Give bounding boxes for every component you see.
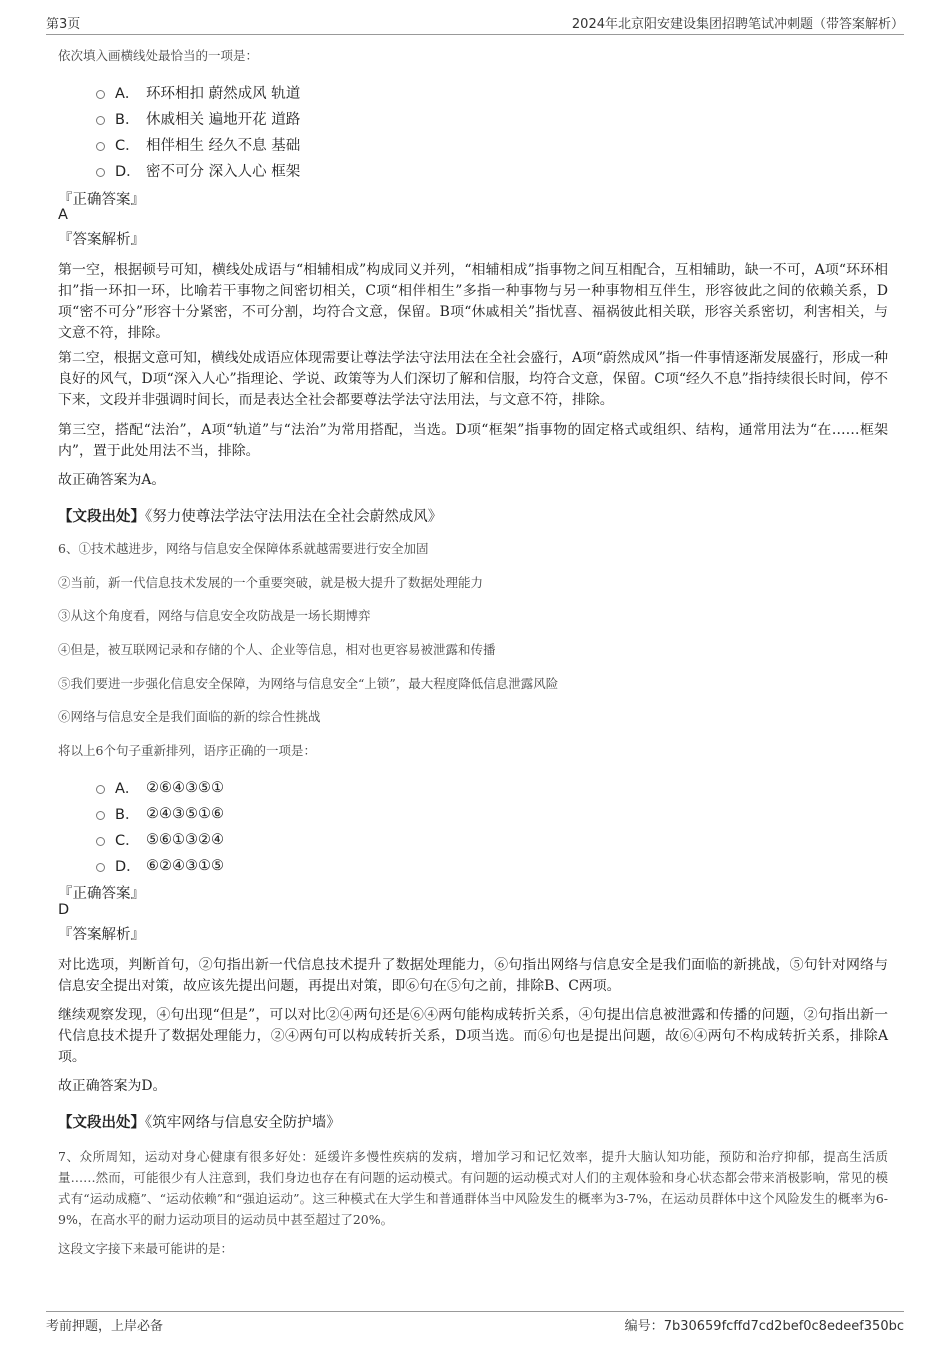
option-text: ②④③⑤①⑥ [146, 805, 224, 822]
q6-sentence: ②当前，新一代信息技术发展的一个重要突破，就是极大提升了数据处理能力 [58, 575, 484, 590]
q5-analysis-label: 『答案解析』 [58, 232, 145, 248]
q6-source [58, 1111, 341, 1132]
option-letter: D． [115, 859, 141, 875]
q5-analysis-conclusion: 故正确答案为A。 [58, 472, 166, 488]
q6-analysis-paragraph: 继续观察发现，④句出现“但是”，可以对比②④两句还是⑥④两句能构成转折关系，④句提出信息被泄露和传播的问题，②句指出新一代信息技术提升了数据处理能力，②④两句可以构成转折关系，D项当选。而⑥句也是提出问题，故⑥④两句不构成转折关系，排除A项。 [58, 1007, 888, 1065]
q6-sentence: ⑤我们要进一步强化信息安全保障，为网络与信息安全“上锁”，最大程度降低信息泄露风险 [58, 676, 559, 691]
option-letter: B． [115, 807, 140, 823]
q6-analysis-paragraph: 对比选项，判断首句，②句指出新一代信息技术提升了数据处理能力，⑥句指出网络与信息安全是我们面临的新挑战，⑤句针对网络与信息安全提出对策，故应该先提出问题，再提出对策，即⑥句在⑤句之前，排除B、C两项。 [58, 957, 888, 994]
q5-analysis-paragraph: 第三空，搭配“法治”，A项“轨道”与“法治”为常用搭配，当选。D项“框架”指事物的固定格式或组织、结构，通常用法为“在……框架内”，置于此处用法不当，排除。 [58, 422, 888, 459]
radio-icon[interactable] [96, 142, 105, 151]
source-label: 【文段出处】 [58, 1114, 145, 1131]
q7-stem: 7、众所周知，运动对身心健康有很多好处：延缓许多慢性疾病的发病，增加学习和记忆效率，提升大脑认知功能，预防和治疗抑郁，提高生活质量……然而，可能很少有人注意到，我们身边也存在有问题的运动模式。有问题的运动模式对人们的主观体验和身心状态都会带来消极影响，常见的模式有“运动成瘾”、“运动依赖”和“强迫运动”。这三种模式在大学生和普通群体当中风险发生的概率为3-7%，在运动员群体中这个风险发生的概率为6-9%，在高水平的耐力运动项目的运动员中甚至超过了20%。 [58, 1149, 888, 1227]
q6-analysis-conclusion: 故正确答案为D。 [58, 1078, 167, 1094]
option-letter: C． [115, 833, 140, 849]
q5-option-d[interactable] [96, 160, 300, 181]
q6-option-c[interactable] [96, 829, 224, 850]
source-label: 【文段出处】 [58, 508, 145, 525]
radio-icon[interactable] [96, 863, 105, 872]
radio-icon[interactable] [96, 785, 105, 794]
source-title: 《努力使尊法学法守法用法在全社会蔚然成风》 [145, 509, 443, 525]
q5-instruction: 依次填入画横线处最恰当的一项是： [58, 48, 259, 63]
footer-code-label: 编号： [624, 1319, 664, 1334]
option-text: 密不可分 深入人心 框架 [146, 164, 301, 180]
q6-sentence: ⑥网络与信息安全是我们面临的新的综合性挑战 [58, 709, 321, 724]
page-number: 第3页 [46, 17, 81, 32]
q6-instruction: 将以上6个句子重新排列，语序正确的一项是： [58, 743, 316, 758]
option-text: 相伴相生 经久不息 基础 [146, 138, 301, 154]
q5-option-a[interactable] [96, 82, 300, 103]
option-text: ⑥②④③①⑤ [146, 857, 224, 874]
radio-icon[interactable] [96, 116, 105, 125]
option-letter: D． [115, 164, 141, 180]
source-title: 《筑牢网络与信息安全防护墙》 [145, 1115, 341, 1131]
q5-source [58, 505, 442, 526]
radio-icon[interactable] [96, 811, 105, 820]
q5-option-b[interactable] [96, 108, 300, 129]
option-letter: B． [115, 112, 140, 128]
page-footer [46, 1311, 904, 1337]
q6-sentence: ④但是，被互联网记录和存储的个人、企业等信息，相对也更容易被泄露和传播 [58, 642, 496, 657]
q5-answer-label: 『正确答案』 [58, 192, 145, 208]
footer-code: 7b30659fcffd7cd2bef0c8edeef350bc [663, 1319, 904, 1334]
option-letter: C． [115, 138, 140, 154]
q5-answer: A [58, 207, 68, 223]
page-header [46, 12, 904, 35]
option-letter: A． [115, 86, 140, 102]
radio-icon[interactable] [96, 90, 105, 99]
q6-option-d[interactable] [96, 855, 224, 876]
option-text: 环环相扣 蔚然成风 轨道 [146, 86, 301, 102]
q7-instruction: 这段文字接下来最可能讲的是： [58, 1241, 234, 1256]
document-title: 2024年北京阳安建设集团招聘笔试冲刺题（带答案解析） [571, 17, 904, 32]
q5-option-c[interactable] [96, 134, 300, 155]
footer-slogan: 考前押题，上岸必备 [46, 1319, 164, 1334]
q6-analysis-label: 『答案解析』 [58, 927, 145, 943]
q6-answer-label: 『正确答案』 [58, 886, 145, 902]
option-text: 休戚相关 遍地开花 道路 [146, 112, 301, 128]
footer-code-wrap [625, 1315, 904, 1337]
q6-answer: D [58, 902, 70, 918]
option-text: ②⑥④③⑤① [146, 779, 224, 796]
option-letter: A． [115, 781, 140, 797]
radio-icon[interactable] [96, 168, 105, 177]
radio-icon[interactable] [96, 837, 105, 846]
q5-analysis-paragraph: 第一空，根据顿号可知，横线处成语与“相辅相成”构成同义并列，“相辅相成”指事物之间互相配合，互相辅助，缺一不可，A项“环环相扣”指一环扣一环，比喻若干事物之间密切相关，C项“相伴相生”多指一种事物与另一种事物相互伴生，形容彼此之间的依赖关系，D项“密不可分”形容十分紧密，不可分割，均符合文意，保留。B项“休戚相关”指忧喜、福祸彼此相关联，形容关系密切，利害相关，与文意不符，排除。 [58, 262, 888, 341]
option-text: ⑤⑥①③②④ [146, 831, 224, 848]
q5-analysis-paragraph: 第二空，根据文意可知，横线处成语应体现需要让尊法学法守法用法在全社会盛行，A项“蔚然成风”指一件事情逐渐发展盛行，形成一种良好的风气，D项“深入人心”指理论、学说、政策等为人们深切了解和信服，均符合文意，保留。C项“经久不息”指持续很长时间，停不下来，文段并非强调时间长，而是表达全社会都要尊法学法守法用法，与文意不符，排除。 [58, 350, 888, 408]
q6-option-b[interactable] [96, 803, 224, 824]
q6-option-a[interactable] [96, 777, 224, 798]
q6-sentence: 6、①技术越进步，网络与信息安全保障体系就越需要进行安全加固 [58, 541, 429, 556]
q6-sentence: ③从这个角度看，网络与信息安全攻防战是一场长期博弈 [58, 608, 371, 623]
